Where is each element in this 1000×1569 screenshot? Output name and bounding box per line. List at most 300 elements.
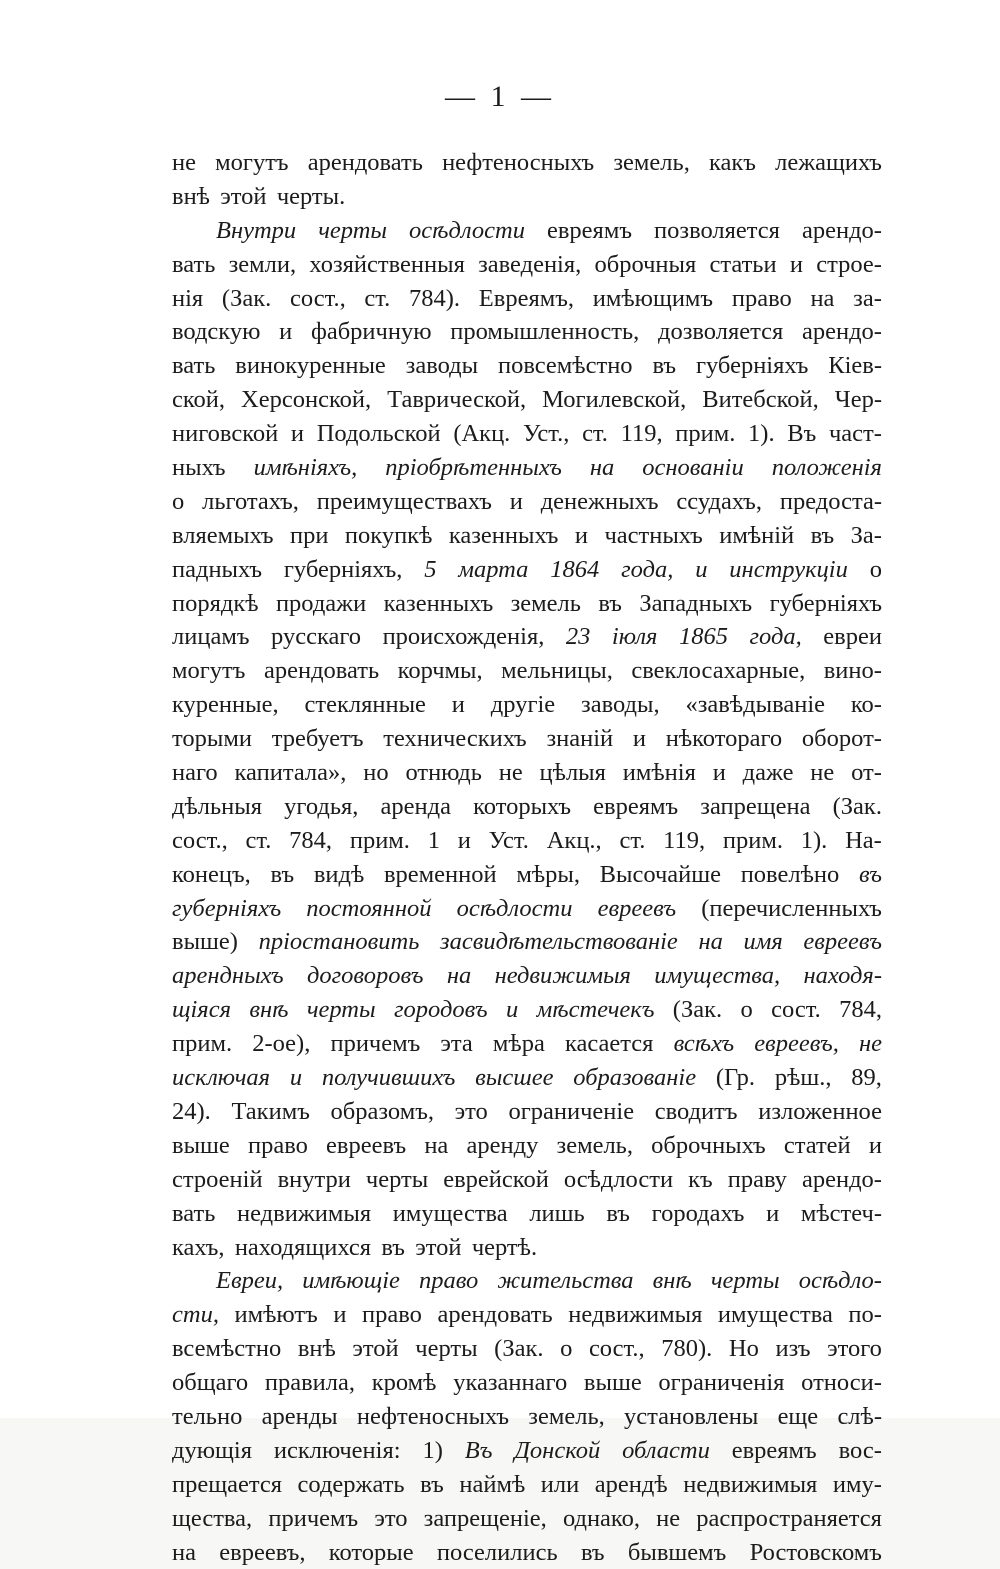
word: евреевъ, — [219, 1538, 306, 1566]
text-line — [172, 282, 882, 316]
word: относи- — [801, 1369, 882, 1397]
word: (перечисленныхъ — [701, 894, 882, 922]
word: вляемыхъ — [172, 521, 274, 549]
text-line — [172, 993, 882, 1027]
word: имѣютъ — [234, 1301, 318, 1329]
word: оборот- — [801, 725, 882, 753]
text-line — [172, 1027, 882, 1061]
word: въ — [420, 1470, 444, 1498]
text-line — [172, 214, 882, 248]
word: не — [858, 1030, 882, 1058]
word: евреевъ — [326, 1131, 407, 1159]
word: евреямъ — [731, 1436, 817, 1464]
word: исключенія: — [273, 1436, 401, 1464]
text-line — [172, 315, 882, 349]
word: внѣ — [172, 182, 210, 210]
word: на — [446, 962, 472, 990]
word: ко- — [850, 691, 882, 719]
word: губерніяхъ — [769, 589, 882, 617]
word: могутъ — [215, 149, 289, 176]
word: вос- — [838, 1436, 882, 1464]
word: ниговской — [172, 420, 279, 448]
word: указаннаго — [453, 1369, 568, 1397]
text-line — [172, 383, 882, 417]
word: въ — [810, 521, 835, 549]
word: русскаго — [271, 623, 362, 651]
word: внѣ — [652, 1267, 692, 1295]
word: дозволяется — [658, 318, 784, 346]
word: земель, — [556, 1131, 633, 1159]
word: въ — [381, 1233, 405, 1261]
word: и — [457, 826, 471, 854]
word: и — [279, 318, 293, 346]
word: Западныхъ — [639, 589, 753, 617]
word: сти, — [172, 1301, 219, 1329]
word: въ — [580, 1538, 605, 1566]
word: года, — [621, 555, 674, 583]
word: прим. — [722, 826, 783, 854]
word: осѣдлости — [563, 1165, 674, 1193]
word: въ — [270, 860, 295, 888]
word: частныхъ — [604, 521, 703, 549]
word: однако, — [562, 1504, 640, 1532]
text-line — [172, 620, 882, 654]
word: мѣстеч- — [800, 1199, 882, 1227]
word: денежныхъ — [540, 487, 659, 515]
word: постоянной — [306, 894, 432, 922]
word: конецъ, — [172, 860, 251, 888]
word: щества, — [172, 1504, 253, 1532]
text-line — [172, 858, 882, 892]
word: 1) — [422, 1436, 443, 1464]
word: ограниченія — [658, 1369, 785, 1397]
word: иму- — [832, 1470, 882, 1498]
word: и — [333, 1301, 347, 1329]
word: выше) — [172, 928, 238, 956]
word: евреевъ, — [754, 1030, 839, 1058]
word: прим. — [675, 420, 736, 448]
text-line — [172, 417, 882, 451]
word: какъ — [708, 149, 756, 176]
text-line — [172, 654, 882, 688]
word: хозяйственныя — [309, 250, 465, 278]
word: образомъ, — [330, 1097, 434, 1125]
word: и — [290, 420, 305, 448]
word: правила, — [264, 1369, 356, 1397]
text-line — [172, 519, 882, 553]
word: и — [289, 1064, 303, 1092]
word: которыхъ — [473, 792, 572, 820]
word: арендныхъ — [172, 962, 284, 990]
word: имѣній — [719, 521, 795, 549]
word: 780). — [661, 1335, 713, 1363]
word: по- — [848, 1301, 882, 1329]
word: и — [868, 1131, 882, 1159]
word: Евреямъ, — [478, 284, 575, 312]
word: (Зак. — [832, 792, 882, 820]
word: льготахъ, — [202, 487, 299, 515]
word: Ростовскомъ — [749, 1538, 882, 1566]
word: это — [374, 1504, 408, 1532]
word: прим. — [349, 826, 410, 854]
word: еврейской — [443, 1165, 549, 1193]
word: право — [731, 284, 792, 312]
word: 1). — [748, 420, 775, 448]
word: наймѣ — [459, 1470, 526, 1498]
text-line — [172, 180, 882, 214]
word: причемъ — [268, 1504, 359, 1532]
word: ст. — [245, 826, 272, 854]
word: дѣльныя — [172, 792, 263, 820]
word: іюля — [611, 623, 658, 651]
word: мѣра — [492, 1030, 545, 1058]
word: преимуществахъ — [316, 487, 492, 515]
word: могутъ — [172, 657, 246, 685]
word: (Акц. — [453, 420, 511, 448]
text-line — [172, 1129, 882, 1163]
word: положенія — [771, 454, 882, 482]
word: позволяется — [654, 216, 780, 244]
text-line — [172, 688, 882, 722]
word: требуетъ — [271, 725, 364, 753]
word: щіяся — [172, 996, 231, 1024]
word: установлены — [624, 1402, 759, 1430]
word: года, — [749, 623, 802, 651]
word: евреямъ — [546, 216, 632, 244]
word: земель, — [613, 149, 690, 176]
word: изъ — [775, 1335, 811, 1363]
word: Витебской, — [702, 386, 819, 414]
word: 24). — [172, 1097, 211, 1125]
word: угодья, — [284, 792, 359, 820]
word: на — [589, 454, 615, 482]
word: водскую — [172, 318, 261, 346]
word: внѣ — [297, 1335, 336, 1363]
word: основаніи — [642, 454, 744, 482]
word: част- — [828, 420, 882, 448]
word: отнюдь — [405, 759, 482, 787]
word: причемъ — [330, 1030, 421, 1058]
word: недвижимыя — [568, 1301, 703, 1329]
word: капитала», — [234, 759, 347, 787]
word: куренные, — [172, 691, 279, 719]
word: продажи — [275, 589, 367, 617]
word: арендѣ — [594, 1470, 668, 1498]
word: имѣющимъ — [592, 284, 714, 312]
word: лицамъ — [172, 623, 250, 651]
word: торыми — [172, 725, 252, 753]
word: 23 — [565, 623, 591, 651]
word: о — [740, 996, 753, 1024]
word: о — [869, 555, 882, 583]
word: фабричную — [310, 318, 432, 346]
word: 89, — [851, 1064, 882, 1092]
word: ныхъ — [172, 454, 226, 482]
word: и — [632, 725, 646, 753]
word: имѣющіе — [302, 1267, 400, 1295]
word: недвижимыя — [683, 1470, 818, 1498]
word: евреевъ — [803, 928, 882, 956]
word: видѣ — [313, 860, 365, 888]
text-line — [172, 1163, 882, 1197]
word: строеній — [172, 1165, 263, 1193]
word: Донской — [514, 1436, 601, 1464]
word: 119, — [663, 826, 706, 854]
word: статьи — [709, 250, 777, 278]
word: казенныхъ — [383, 589, 494, 617]
word: заводы, — [581, 691, 660, 719]
text-line — [172, 1332, 882, 1366]
text-line — [172, 485, 882, 519]
word: евреевъ — [597, 894, 677, 922]
text-line — [172, 892, 882, 926]
word: (Зак. — [221, 284, 272, 312]
word: (Гр. — [715, 1064, 756, 1092]
word: не — [498, 759, 523, 787]
word: 1864 — [550, 555, 600, 583]
text-line — [172, 925, 882, 959]
word: о — [172, 487, 185, 515]
text-line — [172, 1298, 882, 1332]
word: Такимъ — [231, 1097, 310, 1125]
text-line — [172, 451, 882, 485]
word: аренду — [466, 1131, 539, 1159]
word: арендо- — [801, 1165, 882, 1193]
word: 784, — [289, 826, 333, 854]
word: предоста- — [779, 487, 882, 515]
word: мельницы, — [501, 657, 613, 685]
word: этого — [827, 1335, 882, 1363]
word: осѣдло- — [798, 1267, 882, 1295]
word: нефтеносныхъ — [356, 1402, 510, 1430]
word: черты — [415, 1335, 478, 1363]
text-line — [172, 553, 882, 587]
word: въ — [858, 860, 882, 888]
word: ской, — [172, 386, 226, 414]
word: евреи — [823, 623, 882, 651]
word: получившихъ — [321, 1064, 456, 1092]
word: чертѣ. — [471, 1233, 538, 1261]
word: при — [290, 521, 329, 549]
word: осѣдлости — [409, 216, 525, 244]
word: не — [172, 149, 196, 176]
word: на — [172, 1538, 196, 1566]
text-line — [172, 146, 882, 180]
word: вать — [172, 1199, 216, 1227]
word: вино- — [823, 657, 882, 685]
word: цѣлыя — [539, 759, 606, 787]
word: прещается — [172, 1470, 282, 1498]
word: сост., — [289, 284, 346, 312]
word: но — [363, 759, 389, 787]
word: имѣнія — [622, 759, 696, 787]
word: области — [622, 1436, 710, 1464]
word: внутри — [277, 1165, 351, 1193]
word: винокуренные — [235, 352, 386, 380]
word: Уст., — [522, 420, 570, 448]
text-line — [172, 1434, 882, 1468]
word: высшее — [475, 1064, 554, 1092]
word: заводы — [405, 352, 479, 380]
word: от- — [851, 759, 882, 787]
word: порядкѣ — [172, 589, 259, 617]
word: не — [810, 759, 835, 787]
word: изложенное — [758, 1097, 882, 1125]
word: падныхъ — [172, 555, 263, 583]
word: Но — [728, 1335, 759, 1363]
text-line — [172, 959, 882, 993]
word: находящихся — [234, 1233, 372, 1261]
word: повсемѣстно — [497, 352, 633, 380]
word: За- — [850, 521, 882, 549]
word: кахъ, — [172, 1233, 225, 1261]
word: дующія — [172, 1436, 252, 1464]
word: Внутри — [216, 216, 297, 244]
word: распространяется — [696, 1504, 882, 1532]
word: казенныхъ — [448, 521, 559, 549]
text-line — [172, 756, 882, 790]
word: мѣры, — [516, 860, 580, 888]
word: и — [505, 996, 519, 1024]
word: право — [247, 1131, 308, 1159]
word: временной — [383, 860, 497, 888]
word: сост., — [588, 1335, 645, 1363]
word: и — [789, 250, 803, 278]
text-line — [172, 587, 882, 621]
word: ст. — [582, 420, 608, 448]
word: имущества, — [654, 962, 781, 990]
word: кромѣ — [371, 1369, 437, 1397]
word: губерніяхъ, — [283, 555, 403, 583]
word: общаго — [172, 1369, 249, 1397]
word: Чер- — [834, 386, 882, 414]
text-line — [172, 1095, 882, 1129]
word: сост., — [172, 826, 228, 854]
word: черты — [365, 1165, 429, 1193]
word: Акц., — [546, 826, 602, 854]
word: другіе — [490, 691, 556, 719]
word: всѣхъ — [673, 1030, 735, 1058]
word: рѣш., — [774, 1064, 832, 1092]
word: всемѣстно — [172, 1335, 282, 1363]
word: нефтеносныхъ — [442, 149, 595, 176]
word: праву — [727, 1165, 787, 1193]
word: 784). — [409, 284, 461, 312]
text-line — [172, 1366, 882, 1400]
word: и — [766, 1199, 780, 1227]
word: этой — [415, 1233, 462, 1261]
word: городахъ — [651, 1199, 745, 1227]
word: засвидѣтельствованіе — [440, 928, 678, 956]
word: происхожденія, — [382, 623, 545, 651]
word: и — [451, 691, 465, 719]
word: поселились — [436, 1538, 558, 1566]
word: право — [362, 1301, 422, 1329]
word: корчмы, — [397, 657, 483, 685]
word: пріобрѣтенныхъ — [385, 454, 562, 482]
word: вать — [172, 352, 216, 380]
text-line — [172, 1264, 882, 1298]
word: лежащихъ — [775, 149, 882, 176]
word: выше — [583, 1369, 642, 1397]
word: марта — [458, 555, 529, 583]
word: запрещеніе, — [423, 1504, 547, 1532]
word: находя- — [803, 962, 882, 990]
word: арендовать — [263, 657, 380, 685]
word: аренды — [261, 1402, 338, 1430]
word: или — [540, 1470, 580, 1498]
word: евреямъ — [593, 792, 679, 820]
word: знаній — [546, 725, 614, 753]
word: 1865 — [678, 623, 728, 651]
word: стеклянные — [304, 691, 426, 719]
word: Евреи, — [216, 1267, 284, 1295]
word: покупкѣ — [344, 521, 433, 549]
word: (Зак. — [672, 996, 723, 1024]
word: запрещена — [700, 792, 811, 820]
word: губерніяхъ — [695, 352, 809, 380]
word: мѣстечекъ — [536, 996, 655, 1024]
word: заведенія, — [478, 250, 582, 278]
word: Въ — [464, 1436, 493, 1464]
word: пріостановить — [258, 928, 420, 956]
word: осѣдлости — [456, 894, 573, 922]
text-line — [172, 1502, 882, 1536]
text-line — [172, 722, 882, 756]
word: это — [454, 1097, 488, 1125]
word: 2-ое), — [252, 1030, 311, 1058]
word: выше — [172, 1131, 230, 1159]
word: содержать — [297, 1470, 405, 1498]
word: лишь — [529, 1199, 585, 1227]
word: повелѣно — [740, 860, 840, 888]
word: черты. — [276, 182, 346, 210]
word: внѣ — [249, 996, 289, 1024]
word: вать — [172, 250, 216, 278]
page-number: — 1 — — [445, 80, 555, 113]
word: этой — [220, 182, 267, 210]
word: въ — [606, 1199, 630, 1227]
word: черты — [306, 996, 376, 1024]
word: ссудахъ, — [676, 487, 762, 515]
word: Уст. — [488, 826, 529, 854]
word: сводитъ — [654, 1097, 738, 1125]
word: право — [418, 1267, 479, 1295]
word: Кіев- — [828, 352, 882, 380]
word: техническихъ — [383, 725, 527, 753]
text-line — [172, 248, 882, 282]
word: свеклосахарные, — [631, 657, 806, 685]
word: нѣкотораго — [665, 725, 783, 753]
word: на — [810, 284, 835, 312]
text-line — [172, 1400, 882, 1434]
word: статей — [783, 1131, 851, 1159]
word: арендовать — [307, 149, 423, 176]
word: касается — [564, 1030, 654, 1058]
text-line — [172, 1061, 882, 1095]
text-line — [172, 1197, 882, 1231]
word: Могилевской, — [542, 386, 687, 414]
word: земель, — [528, 1402, 605, 1430]
word: городовъ — [393, 996, 488, 1024]
word: въ — [652, 352, 677, 380]
word: эта — [440, 1030, 473, 1058]
word: къ — [688, 1165, 713, 1193]
word: и — [695, 555, 708, 583]
word: имущества — [392, 1199, 508, 1227]
body-text — [172, 146, 882, 1569]
word: арендо- — [801, 216, 882, 244]
